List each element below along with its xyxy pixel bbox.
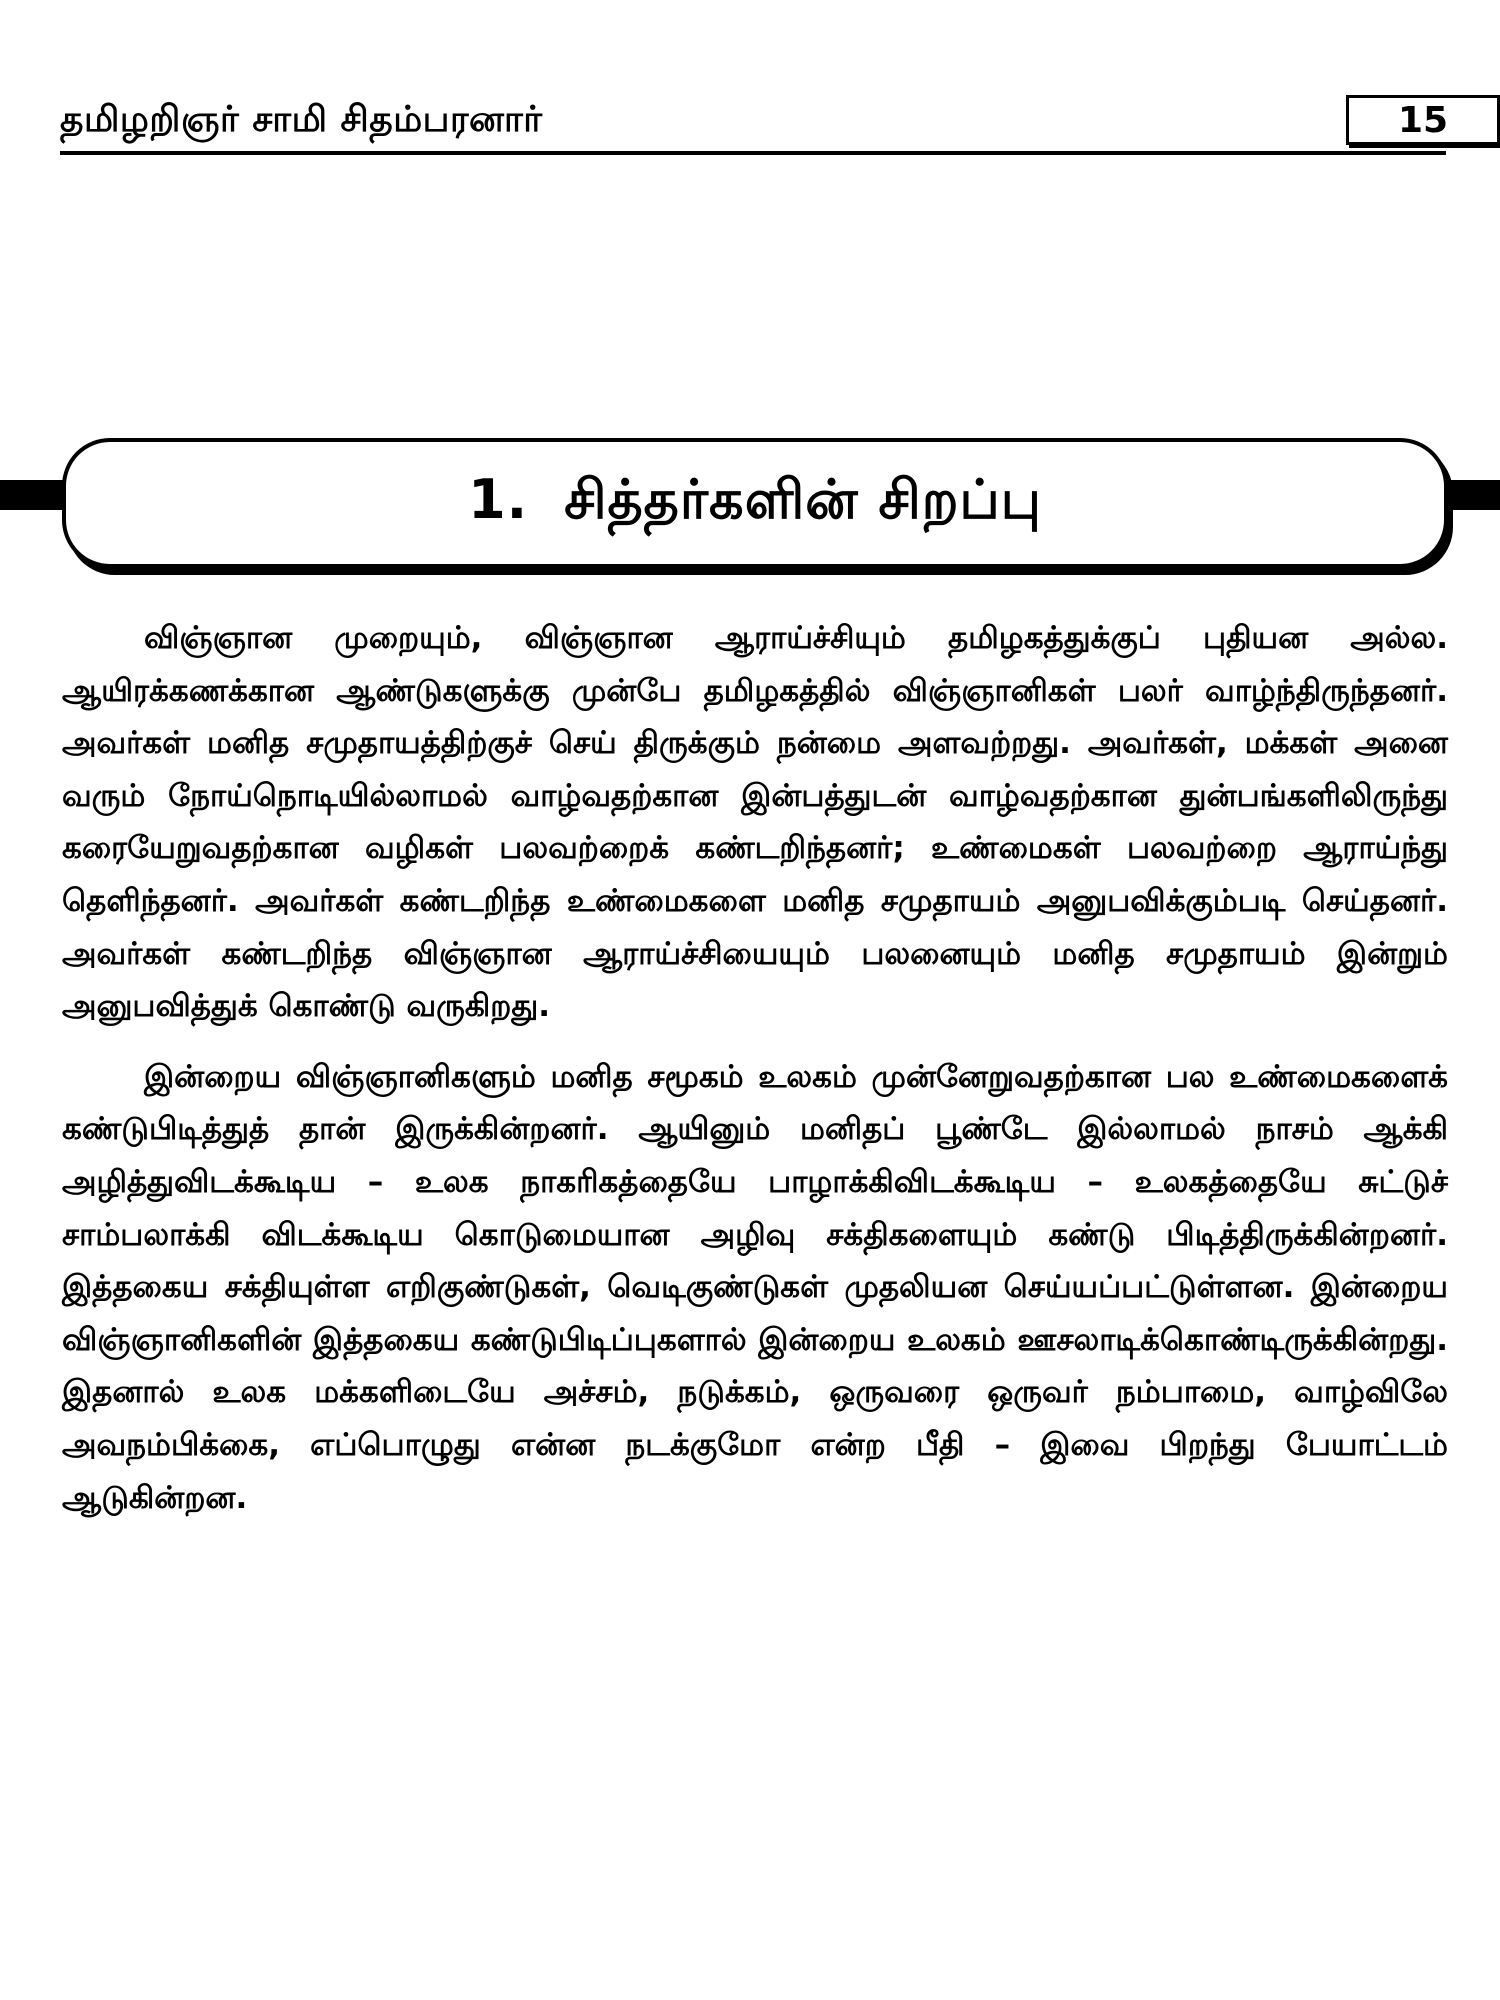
page-number: 15 [1346,95,1500,145]
running-title: தமிழறிஞர் சாமி சிதம்பரனார் [60,99,543,140]
paragraph-2: இன்றைய விஞ்ஞானிகளும் மனித சமூகம் உலகம் முன்னேறுவதற்கான பல உண்மைகளைக் கண்டுபிடித்துத் தான் இருக்கின்றனர். ஆயினும் மனிதப் பூண்டே இல்லாமல் நாசம் ஆக்கி அழித்துவிடக்கூடிய – உலக நாகரிகத்தையே பாழாக்கிவிடக்கூடிய – உலகத்தையே சுட்டுச் சாம்பலாக்கி விடக்கூடிய கொடுமையான அழிவு சக்திகளையும் கண்டு பிடித்திருக்கின்றனர். இத்தகைய சக்தியுள்ள எறிகுண்டுகள், வெடிகுண்டுகள் முதலியன செய்யப்பட்டுள்ளன. இன்றைய விஞ்ஞானிகளின் இத்தகைய கண்டுபிடிப்புகளால் இன்றைய உலகம் ஊசலாடிக்கொண்டிருக்கின்றது. இதனால் உலக மக்களிடையே அச்சம், நடுக்கம், ஒருவரை ஒருவர் நம்பாமை, வாழ்விலே அவநம்பிக்கை, எப்பொழுது என்ன நடக்குமோ என்ற பீதி – இவை பிறந்து பேயாட்டம் ஆடுகின்றன. [62,1058,1448,1516]
header-rule [60,151,1446,155]
banner-left-bar [0,480,70,510]
chapter-number: 1. [468,467,529,531]
chapter-banner [62,438,1448,568]
body-text [62,612,1448,1542]
chapter-heading [468,468,1042,539]
paragraph-1: விஞ்ஞான முறையும், விஞ்ஞான ஆராய்ச்சியும் தமிழகத்துக்குப் புதியன அல்ல. ஆயிரக்கணக்கான ஆண்டுகளுக்கு முன்பே தமிழகத்தில் விஞ்ஞானிகள் பலர் வாழ்ந்திருந்தனர். அவர்கள் மனித சமுதாயத்திற்குச் செய் திருக்கும் நன்மை அளவற்றது. அவர்கள், மக்கள் அனை வரும் நோய்நொடியில்லாமல் வாழ்வதற்கான இன்பத்துடன் வாழ்வதற்கான துன்பங்களிலிருந்து கரையேறுவதற்கான வழிகள் பலவற்றைக் கண்டறிந்தனர்; உண்மைகள் பலவற்றை ஆராய்ந்து தெளிந்தனர். அவர்கள் கண்டறிந்த உண்மைகளை மனித சமுதாயம் அனுபவிக்கும்படி செய்தனர். அவர்கள் கண்டறிந்த விஞ்ஞான ஆராய்ச்சியையும் பலனையும் மனித சமுதாயம் இன்றும் அனுபவித்துக் கொண்டு வருகிறது. [62,620,1448,1025]
chapter-title: சித்தர்களின் சிறப்பு [564,467,1042,531]
running-header [60,95,1449,155]
